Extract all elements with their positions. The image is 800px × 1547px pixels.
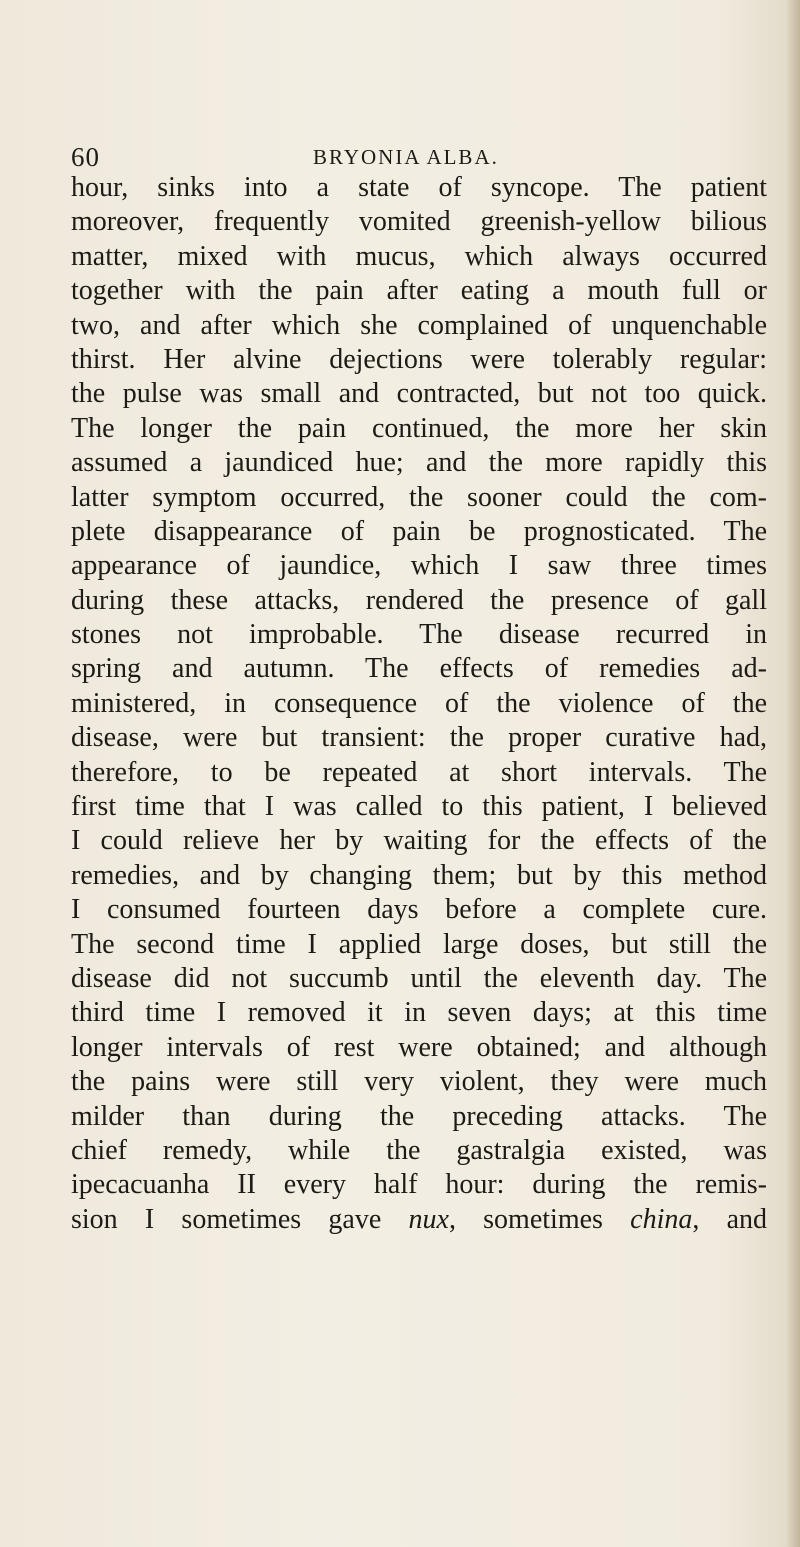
text-line: plete disappearance of pain be prognosticated. The [71, 515, 767, 547]
text-line: during these attacks, rendered the presence of gall [71, 584, 767, 616]
text-line: latter symptom occurred, the sooner could the com- [71, 481, 767, 513]
text-line: two, and after which she complained of unquenchable [71, 309, 767, 341]
text-line: chief remedy, while the gastralgia existed, was [71, 1134, 767, 1166]
text-line: disease, were but transient: the proper curative had, [71, 722, 767, 754]
text-line: third time I removed it in seven days; at this time [71, 997, 767, 1029]
text-line: ipecacuanha II every half hour: during the remis- [71, 1169, 767, 1201]
text-line: first time that I was called to this patient, I believed [71, 791, 767, 823]
text-line: disease did not succumb until the eleventh day. The [71, 962, 767, 994]
running-head [71, 142, 731, 172]
last-line-part2: , sometimes [448, 1203, 631, 1235]
page-edge-shadow [786, 0, 800, 1547]
text-line: hour, sinks into a state of syncope. The patient [71, 172, 767, 203]
body-text [71, 171, 767, 1237]
text-line-last [71, 1203, 767, 1237]
text-line: remedies, and by changing them; but by this method [71, 859, 767, 891]
text-line: longer intervals of rest were obtained; and although [71, 1031, 767, 1063]
running-head-title: BRYONIA ALBA. [313, 145, 499, 169]
last-line-part1: sion I sometimes gave [71, 1203, 409, 1235]
text-line: milder than during the preceding attacks. The [71, 1100, 767, 1132]
text-line: the pulse was small and contracted, but not too quick. [71, 378, 767, 410]
text-line: together with the pain after eating a mouth full or [71, 275, 767, 307]
text-line: I consumed fourteen days before a complete cure. [71, 894, 767, 926]
last-line-part3: , and [692, 1203, 768, 1235]
italic-term-nux: nux [408, 1203, 449, 1235]
text-line: matter, mixed with mucus, which always occurred [71, 240, 767, 272]
text-line: moreover, frequently vomited greenish-yellow bilious [71, 206, 767, 238]
text-line: spring and autumn. The effects of remedies ad- [71, 653, 767, 685]
page-number: 60 [71, 142, 100, 172]
text-line: The longer the pain continued, the more her skin [71, 412, 767, 444]
text-line: the pains were still very violent, they were much [71, 1066, 767, 1098]
text-line: ministered, in consequence of the violence of the [71, 687, 767, 719]
text-line: stones not improbable. The disease recurred in [71, 619, 767, 651]
text-line: appearance of jaundice, which I saw three times [71, 550, 767, 582]
text-line: assumed a jaundiced hue; and the more rapidly this [71, 447, 767, 479]
text-line: I could relieve her by waiting for the effects of the [71, 825, 767, 857]
text-line: The second time I applied large doses, but still the [71, 928, 767, 960]
text-line: thirst. Her alvine dejections were tolerably regular: [71, 343, 767, 375]
text-line: therefore, to be repeated at short intervals. The [71, 756, 767, 788]
italic-term-china: china [630, 1203, 693, 1235]
